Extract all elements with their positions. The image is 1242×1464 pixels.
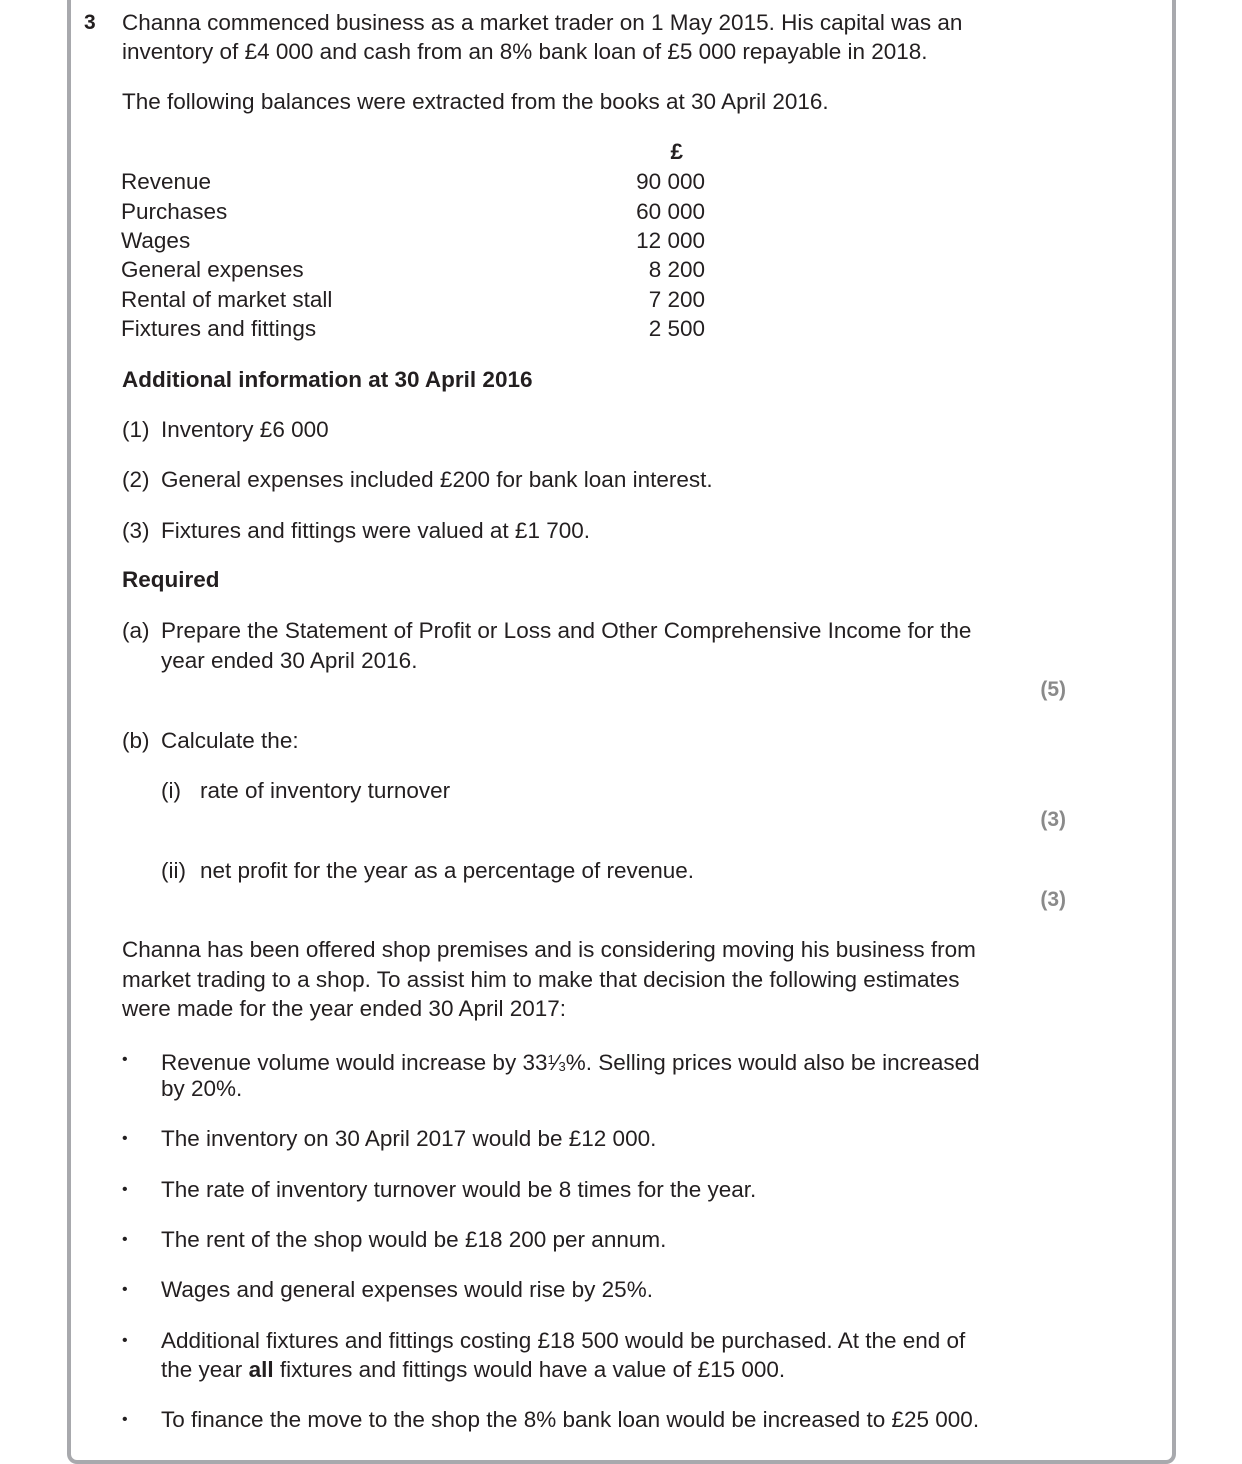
estimate-text: fixtures and fittings would have a value of £15 000.: [273, 1357, 786, 1382]
balance-amount: 60 000: [636, 199, 705, 224]
shop-intro-line-1: Channa has been offered shop premises and is considering moving his business from: [122, 937, 976, 962]
balance-amount: 12 000: [636, 228, 705, 253]
bullet-icon: •: [122, 1181, 128, 1198]
shop-intro-line-2: market trading to a shop. To assist him to make that decision the following estimates: [122, 967, 960, 992]
estimate-fixtures-line-2: [161, 1356, 785, 1384]
part-a-line-2: year ended 30 April 2016.: [161, 648, 418, 673]
additional-num: (2): [122, 467, 150, 492]
bullet-icon: •: [122, 1231, 128, 1248]
part-b-ii-num: (ii): [161, 858, 186, 883]
part-b-text: Calculate the:: [161, 728, 299, 753]
part-b-num: (b): [122, 728, 150, 753]
bullet-icon: •: [122, 1281, 128, 1298]
shop-intro-line-3: were made for the year ended 30 April 2017:: [122, 996, 567, 1021]
part-b-i-num: (i): [161, 778, 181, 803]
fraction-numerator: 1: [547, 1052, 555, 1067]
estimate-inventory: The inventory on 30 April 2017 would be £12 000.: [161, 1126, 657, 1151]
additional-num: (1): [122, 417, 150, 442]
balance-label: Purchases: [121, 199, 228, 224]
bullet-icon: •: [122, 1130, 128, 1147]
balance-amount: 8 200: [648, 257, 705, 282]
additional-text: Fixtures and fittings were valued at £1 700.: [161, 518, 590, 543]
balance-label: Rental of market stall: [121, 287, 333, 312]
intro-line-2: inventory of £4 000 and cash from an 8% bank loan of £5 000 repayable in 2018.: [122, 39, 928, 64]
estimate-turnover: The rate of inventory turnover would be 8 times for the year.: [161, 1177, 757, 1202]
bullet-icon: •: [122, 1051, 128, 1068]
required-heading: Required: [122, 567, 220, 592]
part-a-line-1: Prepare the Statement of Profit or Loss and Other Comprehensive Income for the: [161, 618, 972, 643]
part-b-i-text: rate of inventory turnover: [200, 778, 451, 803]
estimate-text: Revenue volume would increase by 33: [161, 1050, 548, 1075]
balance-label: Wages: [121, 228, 191, 253]
estimate-text: %. Selling prices would also be increased: [565, 1050, 980, 1075]
currency-header: £: [670, 139, 683, 164]
balances-intro: The following balances were extracted from the books at 30 April 2016.: [122, 89, 829, 114]
part-a-num: (a): [122, 618, 150, 643]
estimate-revenue: Revenue volume would increase by $33^1⁄_3\%$. Selling prices would also be increased: [161, 1050, 980, 1075]
estimate-revenue-line-2: by 20%.: [161, 1076, 243, 1101]
part-b-ii-text: net profit for the year as a percentage of revenue.: [200, 858, 695, 883]
part-b-i-marks: (3): [1040, 808, 1066, 831]
balance-label: Fixtures and fittings: [121, 316, 317, 341]
additional-text: General expenses included £200 for bank loan interest.: [161, 467, 713, 492]
fraction-denominator: 3: [558, 1059, 566, 1074]
balance-amount: 90 000: [636, 169, 705, 194]
additional-text: Inventory £6 000: [161, 417, 329, 442]
estimate-fixtures-line-1: Additional fixtures and fittings costing £18 500 would be purchased. At the end of: [161, 1328, 966, 1353]
emphasis-all: all: [248, 1357, 274, 1382]
balance-amount: 2 500: [648, 316, 705, 341]
balance-label: Revenue: [121, 169, 212, 194]
bullet-icon: •: [122, 1332, 128, 1349]
estimate-rent: The rent of the shop would be £18 200 per annum.: [161, 1227, 667, 1252]
estimate-wages: Wages and general expenses would rise by 25%.: [161, 1277, 653, 1302]
question-number: 3: [84, 11, 96, 34]
estimate-loan: To finance the move to the shop the 8% bank loan would be increased to £25 000.: [161, 1407, 980, 1432]
balance-label: General expenses: [121, 257, 304, 282]
balance-amount: 7 200: [648, 287, 705, 312]
estimate-text: the year: [161, 1357, 249, 1382]
part-b-ii-marks: (3): [1040, 888, 1066, 911]
additional-num: (3): [122, 518, 150, 543]
part-a-marks: (5): [1040, 678, 1066, 701]
bullet-icon: •: [122, 1411, 128, 1428]
intro-line-1: Channa commenced business as a market trader on 1 May 2015. His capital was an: [122, 10, 963, 35]
additional-heading: Additional information at 30 April 2016: [122, 367, 533, 392]
